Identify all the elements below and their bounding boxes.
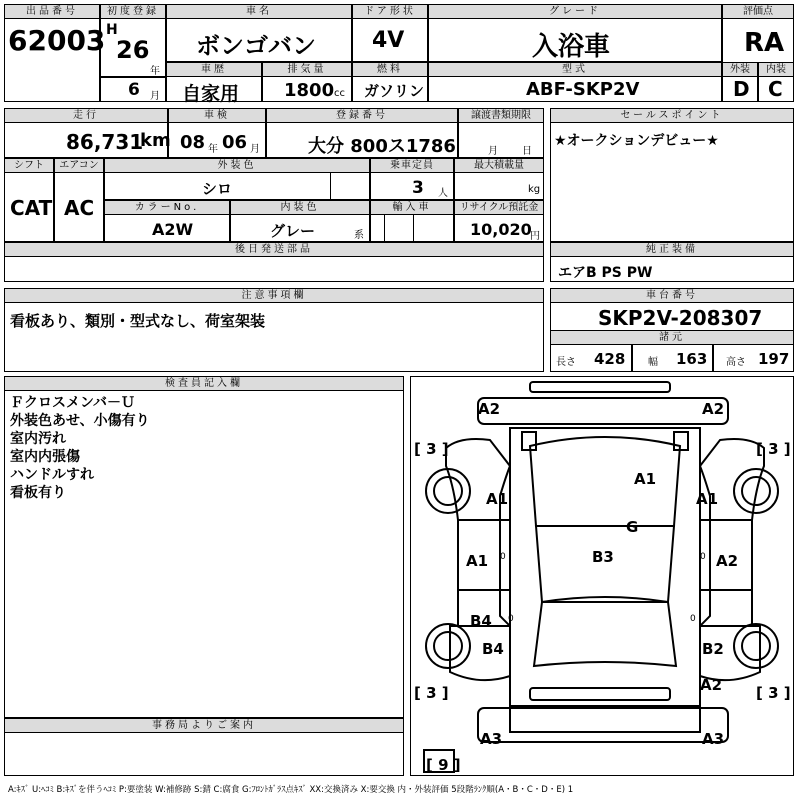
mark-zero-right: 0 — [700, 552, 706, 562]
specs-div2 — [712, 344, 714, 372]
office-label: 事務局よりご案内 — [4, 718, 404, 733]
transfer-month-unit: 月 — [488, 146, 498, 157]
recycle: 10,020 — [470, 220, 532, 239]
reg-no: 大分 800ス1786 — [308, 136, 456, 157]
caution: 看板あり、類別・型式なし、荷室架装 — [10, 312, 266, 330]
first-reg-year: 26 — [116, 36, 150, 64]
damage-b4-left: B4 — [470, 612, 492, 630]
sales-point-cell — [550, 108, 794, 242]
transfer-day-unit: 日 — [522, 146, 532, 157]
damage-a1-right-front: A1 — [696, 490, 719, 508]
tire-fr: [ 3 ] — [756, 440, 791, 458]
shift: CAT — [10, 196, 53, 220]
model: ABF-SKP2V — [526, 79, 640, 100]
max-load-label: 最大積載量 — [454, 158, 544, 173]
month-unit: 月 — [150, 91, 160, 102]
int-color: グレー — [270, 222, 316, 240]
year-unit: 年 — [150, 66, 160, 77]
capacity-label: 乗車定員 — [370, 158, 454, 173]
length-label: 長さ — [556, 357, 576, 368]
ext-grade: D — [733, 77, 750, 101]
ac-label: エアコン — [54, 158, 104, 173]
mark-zero-bottom-left: 0 — [508, 614, 514, 624]
capacity: 3 — [412, 178, 424, 198]
int-grade-label: 内装 — [758, 62, 794, 77]
mileage: 86,731 — [66, 130, 144, 154]
insp-month-unit: 月 — [250, 144, 260, 155]
caution-label: 注意事項欄 — [4, 288, 544, 303]
recycle-unit: 円 — [530, 231, 540, 242]
insp-year-unit: 年 — [208, 144, 218, 155]
int-color-label: 内装色 — [230, 200, 370, 215]
color-no: A2W — [152, 220, 194, 239]
specs-div1 — [631, 344, 633, 372]
chassis: SKP2V-208307 — [598, 306, 763, 330]
inspection-label: 車検 — [168, 108, 266, 123]
mark-zero-bottom-right: 0 — [690, 614, 696, 624]
shift-label: シフト — [4, 158, 54, 173]
chassis-label: 車台番号 — [550, 288, 794, 303]
tire-rl: [ 3 ] — [414, 684, 449, 702]
tire-fl: [ 3 ] — [414, 440, 449, 458]
displacement-label: 排気量 — [262, 62, 352, 77]
score: RA — [744, 28, 785, 58]
import-sub — [384, 214, 414, 242]
insp-month: 06 — [222, 132, 248, 153]
insp-year: 08 — [180, 132, 206, 153]
int-grade: C — [768, 77, 783, 101]
damage-a1-left-front: A1 — [486, 490, 509, 508]
damage-a2-fr: A2 — [702, 400, 725, 418]
ext-color-sub — [330, 172, 370, 200]
first-reg-month: 6 — [128, 80, 140, 100]
damage-a3-rl: A3 — [480, 730, 503, 748]
ext-color-label: 外装色 — [104, 158, 370, 173]
damage-a2-fl: A2 — [478, 400, 501, 418]
tire-rr: [ 3 ] — [756, 684, 791, 702]
damage-a2-right-door: A2 — [716, 552, 739, 570]
door: 4V — [372, 28, 405, 53]
first-reg-era: H — [106, 22, 118, 38]
transfer-label: 譲渡書類期限 — [458, 108, 544, 123]
history: 自家用 — [182, 83, 240, 105]
mileage-label: 走行 — [4, 108, 168, 123]
capacity-unit: 人 — [438, 188, 448, 199]
inspector-label: 検査員記入欄 — [4, 376, 404, 391]
length: 428 — [594, 350, 626, 368]
ac: AC — [64, 196, 95, 220]
height: 197 — [758, 350, 790, 368]
first-reg-divider — [100, 76, 166, 78]
sales-point-label: セールスポイント — [550, 108, 794, 123]
damage-b2-right-rear: B2 — [702, 640, 724, 658]
sales-point: ★オークションデビュー★ — [554, 133, 719, 149]
ext-color: シロ — [202, 180, 233, 198]
displacement: 1800 — [284, 80, 335, 101]
color-no-label: カラーNo. — [104, 200, 230, 215]
mileage-unit: km — [140, 130, 171, 151]
displacement-unit: cc — [334, 88, 345, 99]
import-label: 輸入車 — [370, 200, 454, 215]
legend: A:ｷｽﾞ U:ﾍｺﾐ B:ｷｽﾞを伴うﾍｺﾐ P:要塗装 W:補修跡 S:錆 C:腐食 G:ﾌﾛﾝﾄｶﾞﾗｽ点ｷｽﾞ XX:交換済み X:要交換 内・外装評価 5段階ﾗﾝｸ順(A・B・C・D・E) 1 — [8, 785, 574, 795]
car-name-label: 車名 — [166, 4, 352, 19]
mark-zero-left: 0 — [500, 552, 506, 562]
first-reg-label: 初度登録 — [100, 4, 166, 19]
equipment-label: 純正装備 — [550, 242, 794, 257]
width: 163 — [676, 350, 708, 368]
history-label: 車歴 — [166, 62, 262, 77]
later-parts-label: 後日発送部品 — [4, 242, 544, 257]
specs-label: 諸元 — [550, 330, 794, 345]
model-label: 型式 — [428, 62, 722, 77]
damage-a1-left-door: A1 — [466, 552, 489, 570]
max-load-unit: kg — [528, 184, 541, 195]
fuel-label: 燃料 — [352, 62, 428, 77]
recycle-label: リサイクル預託金 — [454, 200, 544, 215]
damage-g-glass: G — [626, 518, 639, 536]
damage-a2-right-rear: A2 — [700, 676, 723, 694]
door-label: ドア形状 — [352, 4, 428, 19]
reg-no-label: 登録番号 — [266, 108, 458, 123]
width-label: 幅 — [648, 357, 658, 368]
ext-grade-label: 外装 — [722, 62, 758, 77]
damage-b3-roof: B3 — [592, 548, 614, 566]
int-color-unit: 系 — [354, 230, 364, 241]
equipment: エアB PS PW — [558, 265, 653, 281]
car-name: ボンゴバン — [196, 32, 316, 60]
lot-no: 62003 — [8, 24, 106, 57]
fuel: ガソリン — [364, 82, 425, 100]
height-label: 高さ — [726, 357, 746, 368]
damage-b4-left-rear: B4 — [482, 640, 504, 658]
spare-tire: [ 9 ] — [426, 756, 461, 774]
damage-a3-rr: A3 — [702, 730, 725, 748]
score-label: 評価点 — [722, 4, 794, 19]
car-diagram — [410, 376, 794, 776]
damage-a1-roof: A1 — [634, 470, 657, 488]
grade-label: グレード — [428, 4, 722, 19]
lot-no-label: 出品番号 — [4, 4, 100, 19]
inspector-text: Ｆクロスメンバ－Ｕ 外装色あせ、小傷有り 室内汚れ 室内内張傷 ハンドルすれ 看板有り — [10, 395, 150, 501]
grade: 入浴車 — [532, 32, 611, 62]
